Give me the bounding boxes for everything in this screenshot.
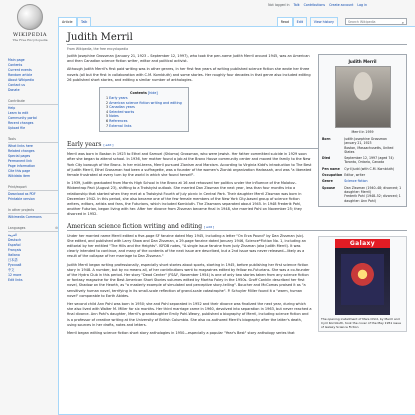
gear-icon[interactable]: ⚙ — [55, 226, 58, 230]
infobox-value: Judith Josephine Grossman January 21, 1923 Boston, Massachusetts, United States — [344, 137, 394, 154]
lang-item[interactable]: Deutsch — [8, 238, 22, 242]
body-paragraph: Merril was born in Boston in 1923 to Ethel and Samuel (Shlomo) Grossman, who were Jewish. Her father committed suicide in 1929 soon after she began to attend school. In 1936, her mother found a job at the Bronx House community center and moved the family to the New York City borough of the Bronx. In her mid-teens, Merril pursued Zionism and Marxism. According to Virginia Kidd's introduction to The Best of Judith Merril, Ethel Grossman had been a suffragette, was a founder of the women's Zionist organization Hadassah, and was "a liberated female frustrated at every turn by the world in which she found herself". — [67, 152, 312, 177]
sidebar-heading-tools: Tools — [8, 137, 58, 143]
cover-art — [341, 254, 384, 305]
tab-read[interactable]: Read — [277, 17, 293, 26]
more-languages-button[interactable]: 12 more — [8, 273, 22, 277]
lang-item[interactable]: Español — [8, 243, 21, 247]
table-row — [321, 136, 404, 155]
personal-tools — [268, 3, 367, 7]
logo-tagline: The Free Encyclopedia — [12, 38, 48, 42]
sidebar-item-permanent-link[interactable]: Permanent link — [8, 159, 32, 163]
toc-item[interactable]: 2 American science fiction writing and editing — [106, 100, 182, 105]
infobox-label: Died — [322, 156, 331, 161]
sidebar-heading-projects: In other projects — [8, 208, 58, 214]
toc-title — [106, 91, 182, 95]
lead-paragraph: Judith Josephine Grossman (January 21, 1923 – September 12, 1997), who took the pen-name Judith Merril around 1945, was an American and then Canadian science fiction writer, editor and political activist. — [67, 54, 310, 64]
page-tabs — [58, 17, 407, 26]
sidebar-item-contents[interactable]: Contents — [8, 63, 23, 67]
lang-item[interactable]: 日本語 — [8, 258, 18, 262]
wikipedia-logo[interactable] — [8, 4, 52, 42]
log-in-link[interactable]: Log in — [357, 3, 367, 7]
galaxy-cover-image[interactable] — [335, 239, 390, 315]
sidebar-item-contact[interactable]: Contact us — [8, 83, 26, 87]
not-logged-in-label: Not logged in — [268, 3, 290, 7]
infobox-label: Born — [322, 137, 331, 141]
sidebar-item-download-pdf[interactable]: Download as PDF — [8, 192, 36, 196]
sidebar-item-current-events[interactable]: Current events — [8, 68, 32, 72]
sidebar-item-upload-file[interactable]: Upload file — [8, 126, 26, 130]
sidebar-item-community-portal[interactable]: Community portal — [8, 116, 37, 120]
tab-talk[interactable]: Talk — [77, 17, 91, 26]
infobox-value: Science fiction — [344, 179, 368, 184]
page-subtitle: From Wikipedia, the free encyclopedia — [67, 47, 129, 51]
infobox-value: September 12, 1997 (aged 74) Toronto, Ontario, Canada — [344, 156, 394, 165]
lang-item[interactable]: 中文 — [8, 268, 15, 272]
infobox-title: Judith Merril — [348, 59, 377, 64]
sidebar-item-random-article[interactable]: Random article — [8, 73, 33, 77]
toc-item[interactable]: 5 Notes — [106, 114, 119, 119]
portrait-image[interactable] — [335, 66, 391, 128]
sidebar-item-cite-this-page[interactable]: Cite this page — [8, 169, 31, 173]
infobox-table — [321, 136, 404, 204]
toc-item[interactable]: 7 External links — [106, 123, 132, 128]
edit-section-link[interactable]: [ edit ] — [103, 143, 114, 148]
sidebar-heading-contribute: Contribute — [8, 99, 58, 105]
lang-item[interactable]: Русский — [8, 263, 22, 267]
portrait-caption: Merril in 1959 — [351, 130, 374, 134]
search-input[interactable] — [345, 18, 407, 25]
infobox-value: Editor, writer — [344, 173, 366, 178]
contributions-link[interactable]: Contributions — [303, 3, 326, 7]
toc-item[interactable]: 4 Selected works — [106, 109, 135, 114]
lead-paragraph: Although Judith Merril's first paid writing was in other genres, in her first few years of writing published science fiction she wrote her three novels (all but the first in collaboration with C.M. Kornbluth) and some stories. Her roughly four decades in that genre also included editing 26 published short stories, and editing a similar number of anthologies. — [67, 67, 311, 82]
sidebar-item-about[interactable]: About Wikipedia — [8, 78, 34, 82]
infobox-value: Cyril Judd (with C.M. Kornbluth) — [344, 166, 395, 171]
sidebar-item-related-changes[interactable]: Related changes — [8, 149, 35, 153]
lang-item[interactable]: Italiano — [8, 253, 20, 257]
infobox-value: Dan Zissman (1940–48; divorced; 1 daughter: Merril) Frederik Pohl (1948–52; divorced; 1 daughter: Ann Pohl) — [344, 185, 402, 203]
tab-view-history[interactable]: View history — [310, 17, 338, 26]
galaxy-masthead: Galaxy — [335, 239, 390, 248]
infobox-label: Spouse — [322, 185, 336, 190]
sidebar-item-what-links-here[interactable]: What links here — [8, 144, 33, 148]
edit-section-link[interactable]: [ edit ] — [204, 224, 215, 229]
article-content — [58, 26, 415, 415]
search-placeholder: Search Wikipedia — [348, 20, 376, 24]
table-of-contents — [99, 87, 189, 132]
body-paragraph: Under her married name Merril edited a five-page SF fanzine dated May 1945, including a letter "On Erza Pound" by Dan Zissman (sic). She edited, and published with Larry Shaw and Dan Zissman, a 29-page fanzine dated January 1946, Science*Fiction No. 1, including an editorial by her entitled "The Hills and the Heights". ISFDB notes, "A single issue fanzine from Judy Zissman (aka Judith Merril). It was clearly intended to continue, and many of the contents of the next issue are described, but a 2nd issue was never released—likely as a result of the collapse of her marriage to Dan Zissman." — [67, 233, 306, 259]
puzzle-globe-icon — [17, 4, 43, 30]
galaxy-caption: The opening installment of Mars Child, by Merril and Cyril Kornbluth, took the cover of the May 1951 issue of Galaxy Science Fiction — [321, 316, 401, 329]
logo-wordmark: WIKIPEDIA — [13, 32, 47, 38]
sidebar-item-learn-to-edit[interactable]: Learn to edit — [8, 111, 29, 115]
sidebar-item-help[interactable]: Help — [8, 106, 16, 110]
page-title: Judith Merril — [67, 32, 407, 45]
section-heading-american: American science fiction writing and editing [ edit ] — [67, 223, 407, 231]
body-paragraph: In 1939, Judith graduated from Morris High School in the Bronx at 16 and rehoused her politics under the influence of the Molotov–Ribbentrop Pact (August 23), shifting to a Trotskyist outlook. She married Dan Zissman the next year, less than four months into a relationship that started when they met at a Trotskyist Fourth of July picnic in Central Park. Their daughter Merril Zissman was born in December 1942. In this period, she also became one of the few female members of the New York City-based group of science fiction writers, editors, artists and fans, the Futurians, which included Kornbluth. The Zissmans separated about 1945. In 1948 Frederik Pohl, another Futurian, began living with her. After her divorce from Zissman became final in 1948, she married Pohl on November 25; they divorced in 1952. — [67, 181, 302, 217]
section-heading-early-years: Early years [ edit ] — [67, 141, 407, 149]
body-paragraph: Merril began editing science fiction short story anthologies in 1950—especially a popular "Year's Best" story anthology series that — [67, 331, 295, 336]
infobox-label: Pen name — [322, 166, 340, 171]
sidebar-item-page-information[interactable]: Page information — [8, 164, 36, 168]
sidebar-item-main-page[interactable]: Main page — [8, 58, 25, 62]
create-account-link[interactable]: Create account — [329, 3, 354, 7]
sidebar-item-printable[interactable]: Printable version — [8, 197, 35, 201]
infobox-label: Occupation — [322, 173, 343, 178]
sidebar-item-recent-changes[interactable]: Recent changes — [8, 121, 34, 125]
body-paragraph: Judith Merril began writing professionally, especially short stories about sports, starting in 1945, before publishing her first science fiction story in 1948. A number, but by no means all, of her contributions went to magazines edited by fellow ex-Futurians. She was a co-founder of the Hydra Club in this period. Her story "Dead Center" (FS&F, November 1954) is one of only two stories taken from any science fiction or fantasy magazine for the Best American Short Stories volumes edited by Martha Foley in the 1950s. Groff Conklin described her first novel, Shadow on the Hearth, as "a masterly example of simulated and perceptive story-telling". Boucher and McComas praised it as "a sensitively human novel, terrifying in its small-scale reflection of grand-scale catastrophe". P. Schuyler Miller found it a "warm, human novel" comparable to Earth Abides. — [67, 262, 310, 298]
lang-item[interactable]: العربية — [8, 233, 17, 237]
sidebar-heading-languages — [8, 226, 58, 232]
toc-hide-toggle[interactable]: [hide] — [147, 91, 158, 96]
toc-item[interactable]: 6 References — [106, 118, 128, 123]
body-paragraph: Her second child Ann Pohl was born in 1950; she and Pohl separated in 1952 and their divorce was finalized the next year, during which she also lived with Walter M. Miller for six months. Her third marriage came in 1960, devolved into separation in 1963, but never reached a final divorce. Ann Pohl's daughter, Merril's granddaughter Emily Pohl-Weary, published a biography of Merril, including science fiction and is a professor of creative writing at the University of British Columbia. She also co-authored Merril's biography after the latter's death, using sources in her drafts, notes and letters. — [67, 302, 312, 327]
sidebar-heading-print: Print/export — [8, 185, 58, 191]
edit-links-link[interactable]: Edit links — [8, 278, 23, 282]
sidebar-item-special-pages[interactable]: Special pages — [8, 154, 31, 158]
sidebar-item-donate[interactable]: Donate — [8, 88, 20, 92]
table-row — [321, 185, 404, 204]
search-icon[interactable]: ⌕ — [401, 19, 404, 25]
sidebar-item-commons[interactable]: Wikimedia Commons — [8, 215, 42, 219]
tab-article[interactable]: Article — [58, 17, 77, 26]
sidebar-item-wikidata-item[interactable]: Wikidata item — [8, 174, 31, 178]
languages-heading-label: Languages — [8, 226, 26, 230]
infobox — [318, 54, 407, 207]
infobox-label: Genre — [322, 179, 333, 184]
lang-item[interactable]: Français — [8, 248, 22, 252]
toc-title-label: Contents — [130, 91, 147, 96]
toc-item[interactable]: 3 Canadian years — [106, 105, 135, 110]
talk-link[interactable]: Talk — [293, 3, 300, 7]
toc-item[interactable]: 1 Early years — [106, 96, 128, 101]
table-row — [321, 155, 404, 166]
tab-edit[interactable]: Edit — [293, 17, 307, 26]
sidebar — [8, 58, 58, 283]
galaxy-cover-figure — [318, 236, 407, 332]
